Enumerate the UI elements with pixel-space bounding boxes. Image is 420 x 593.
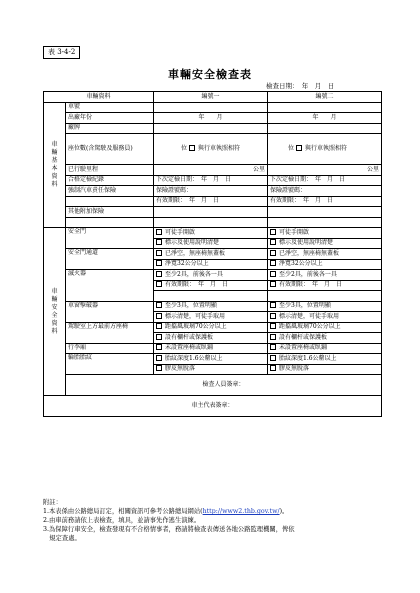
ext-opt2-1[interactable]: 有效期限： 年 月 日: [154, 280, 268, 291]
checkbox[interactable]: [270, 229, 276, 235]
seats-field-2[interactable]: 位 與行車執照相符: [268, 134, 382, 165]
checkbox[interactable]: [270, 281, 276, 287]
aisle-opt1-2[interactable]: 已淨空，無座椅無蓋板: [268, 249, 382, 260]
checkbox[interactable]: [156, 239, 162, 245]
luggage-opt1-2[interactable]: 未設置座椅或臥鋪: [268, 343, 382, 354]
section-basic: 車輛基本資料: [44, 102, 66, 228]
doc-code: 表 3-4-2: [43, 46, 80, 59]
label-insurance-blank: [66, 196, 154, 207]
row-tire: [44, 354, 382, 365]
label-brand: 廠牌: [66, 123, 154, 134]
seats-field-1[interactable]: 位 與行車執照相符: [154, 134, 268, 165]
tire-opt2-2[interactable]: 膠皮無脫落: [268, 364, 382, 375]
checkbox[interactable]: [270, 313, 276, 319]
other-insurance-field-2[interactable]: [268, 207, 382, 218]
row-other-insurance: [44, 207, 382, 218]
row-year: [44, 113, 382, 124]
row-inspector-sign: [44, 375, 382, 396]
door-opt1-1[interactable]: 可徒手開啟: [154, 228, 268, 239]
note-1: 1.本表係由公路總局訂定，相關資訊可參考公路總局網站(http://www2.thb.gov.tw/)。: [43, 508, 289, 515]
checkbox[interactable]: [156, 271, 162, 277]
checkbox[interactable]: [156, 260, 162, 266]
label-year: 出廠年份: [66, 113, 154, 124]
inspection-field-1[interactable]: 下次定檢日期： 年 月 日: [154, 175, 268, 186]
row-plate: [44, 102, 382, 113]
row-seats: [44, 134, 382, 165]
checkbox[interactable]: [156, 229, 162, 235]
tire-opt2-1[interactable]: 膠皮無脫落: [154, 364, 268, 375]
checkbox[interactable]: [270, 271, 276, 277]
row-owner-sign: [44, 396, 382, 417]
note-3-cont: 規定查處。: [43, 535, 81, 542]
checkbox[interactable]: [270, 260, 276, 266]
mileage-field-1[interactable]: 公里: [154, 165, 268, 176]
row-hammer: [44, 301, 382, 312]
row-spacer: [44, 217, 382, 228]
row-valid-period: [44, 196, 382, 207]
checkbox[interactable]: [156, 313, 162, 319]
checkbox[interactable]: [156, 250, 162, 256]
ext-opt1-2[interactable]: 至少2具，前後各一具: [268, 270, 382, 281]
checkbox[interactable]: [156, 344, 162, 350]
front-opt2-1[interactable]: 設有欄杆或保護板: [154, 333, 268, 344]
front-opt1-2[interactable]: 距擋風玻璃70公分以上: [268, 322, 382, 333]
check-date: 檢查日期： 年 月 日: [266, 82, 335, 90]
section-safety: 車輛安全資料: [44, 228, 66, 396]
checkbox[interactable]: [156, 302, 162, 308]
label-extinguisher: 滅火器: [66, 270, 154, 302]
label-luggage: 行李廂: [66, 343, 154, 354]
hammer-opt1-2[interactable]: 至少3具，位置明顯: [268, 301, 382, 312]
label-seats: 座位數(含駕駛及服務員): [66, 134, 154, 165]
header-vehicle-2: 編號二: [268, 92, 382, 103]
label-insurance: 強制汽車責任保險: [66, 186, 154, 197]
checkbox[interactable]: [156, 334, 162, 340]
year-field-1[interactable]: 年 月: [154, 113, 268, 124]
row-extinguisher: [44, 270, 382, 281]
tire-opt1-2[interactable]: 胎紋深度1.6公釐以上: [268, 354, 382, 365]
notes: [43, 498, 388, 543]
checkbox[interactable]: [270, 323, 276, 329]
checkbox[interactable]: [156, 355, 162, 361]
header-item: 車輛資料: [44, 92, 154, 103]
inspection-table: [43, 91, 382, 417]
checkbox[interactable]: [156, 323, 162, 329]
aisle-opt1-1[interactable]: 已淨空，無座椅無蓋板: [154, 249, 268, 260]
checkbox[interactable]: [270, 334, 276, 340]
other-insurance-field-1[interactable]: [154, 207, 268, 218]
policy-no-field-1[interactable]: 保險證號碼：: [154, 186, 268, 197]
year-field-2[interactable]: 年 月: [268, 113, 382, 124]
ext-opt1-1[interactable]: 至少2具，前後各一具: [154, 270, 268, 281]
label-tire: 輪胎胎紋: [66, 354, 154, 375]
label-plate: 車號: [66, 102, 154, 113]
header-row: [44, 92, 382, 103]
note-2: 2.由車前務請依上表檢查，填具，並請事先作逃生演練。: [43, 517, 201, 524]
seats-match-checkbox[interactable]: [296, 145, 302, 151]
thb-website-link[interactable]: http://www2.thb.gov.tw/: [202, 508, 280, 515]
label-front-seat: 駕駛室上方最前方座椅: [66, 322, 154, 343]
front-opt1-1[interactable]: 距擋風玻璃70公分以上: [154, 322, 268, 333]
row-inspection: [44, 175, 382, 186]
brand-field-2[interactable]: [268, 123, 382, 134]
tire-opt1-1[interactable]: 胎紋深度1.6公釐以上: [154, 354, 268, 365]
valid-period-field-2[interactable]: 有效期限： 年 月 日: [268, 196, 382, 207]
row-front-seat: [44, 322, 382, 333]
inspection-field-2[interactable]: 下次定檢日期： 年 月 日: [268, 175, 382, 186]
label-safety-door: 安全門: [66, 228, 154, 249]
header-vehicle-1: 編號一: [154, 92, 268, 103]
checkbox[interactable]: [156, 281, 162, 287]
label-hammer: 車窗擊破器: [66, 301, 154, 322]
row-brand: [44, 123, 382, 134]
row-aisle: [44, 249, 382, 260]
seats-match-checkbox[interactable]: [189, 145, 195, 151]
label-mileage: 已行駛里程: [66, 165, 154, 176]
row-safety-door: [44, 228, 382, 239]
ext-opt2-2[interactable]: 有效期限： 年 月 日: [268, 280, 382, 291]
checkbox[interactable]: [270, 302, 276, 308]
policy-no-field-2[interactable]: 保險證號碼：: [268, 186, 382, 197]
checkbox[interactable]: [270, 365, 276, 371]
checkbox[interactable]: [270, 344, 276, 350]
checkbox[interactable]: [270, 250, 276, 256]
hammer-opt2-2[interactable]: 標示清楚，可徒手取用: [268, 312, 382, 323]
page-title: 車輛安全檢查表: [168, 68, 252, 81]
plate-field-1[interactable]: [154, 102, 268, 113]
note-3: 3.為保障行車安全，檢查發現有不合格情事者，務請將檢查表傳送各地公路監理機關，俾依: [43, 526, 295, 533]
door-opt1-2[interactable]: 可徒手開啟: [268, 228, 382, 239]
hammer-opt1-1[interactable]: 至少3具，位置明顯: [154, 301, 268, 312]
row-mileage: [44, 165, 382, 176]
label-other-insurance: 其他附加保險: [66, 207, 154, 218]
door-opt2-2[interactable]: 標示及使用說明清楚: [268, 238, 382, 249]
brand-field-1[interactable]: [154, 123, 268, 134]
valid-period-field-1[interactable]: 有效期限： 年 月 日: [154, 196, 268, 207]
checkbox[interactable]: [156, 365, 162, 371]
aisle-opt2-1[interactable]: 淨寬32公分以上: [154, 259, 268, 270]
label-inspection: 合格定檢紀錄: [66, 175, 154, 186]
mileage-field-2[interactable]: 公里: [268, 165, 382, 176]
inspector-signature[interactable]: 檢查人員簽章：: [66, 375, 382, 396]
notes-heading: 附註：: [43, 499, 62, 506]
checkbox[interactable]: [270, 239, 276, 245]
aisle-opt2-2[interactable]: 淨寬32公分以上: [268, 259, 382, 270]
label-aisle: 安全門通道: [66, 249, 154, 270]
plate-field-2[interactable]: [268, 102, 382, 113]
checkbox[interactable]: [270, 355, 276, 361]
luggage-opt1-1[interactable]: 未設置座椅或臥鋪: [154, 343, 268, 354]
row-luggage: [44, 343, 382, 354]
row-insurance: [44, 186, 382, 197]
door-opt2-1[interactable]: 標示及使用說明清楚: [154, 238, 268, 249]
hammer-opt2-1[interactable]: 標示清楚，可徒手取用: [154, 312, 268, 323]
front-opt2-2[interactable]: 設有欄杆或保護板: [268, 333, 382, 344]
owner-signature[interactable]: 車主代表簽章：: [44, 396, 382, 417]
